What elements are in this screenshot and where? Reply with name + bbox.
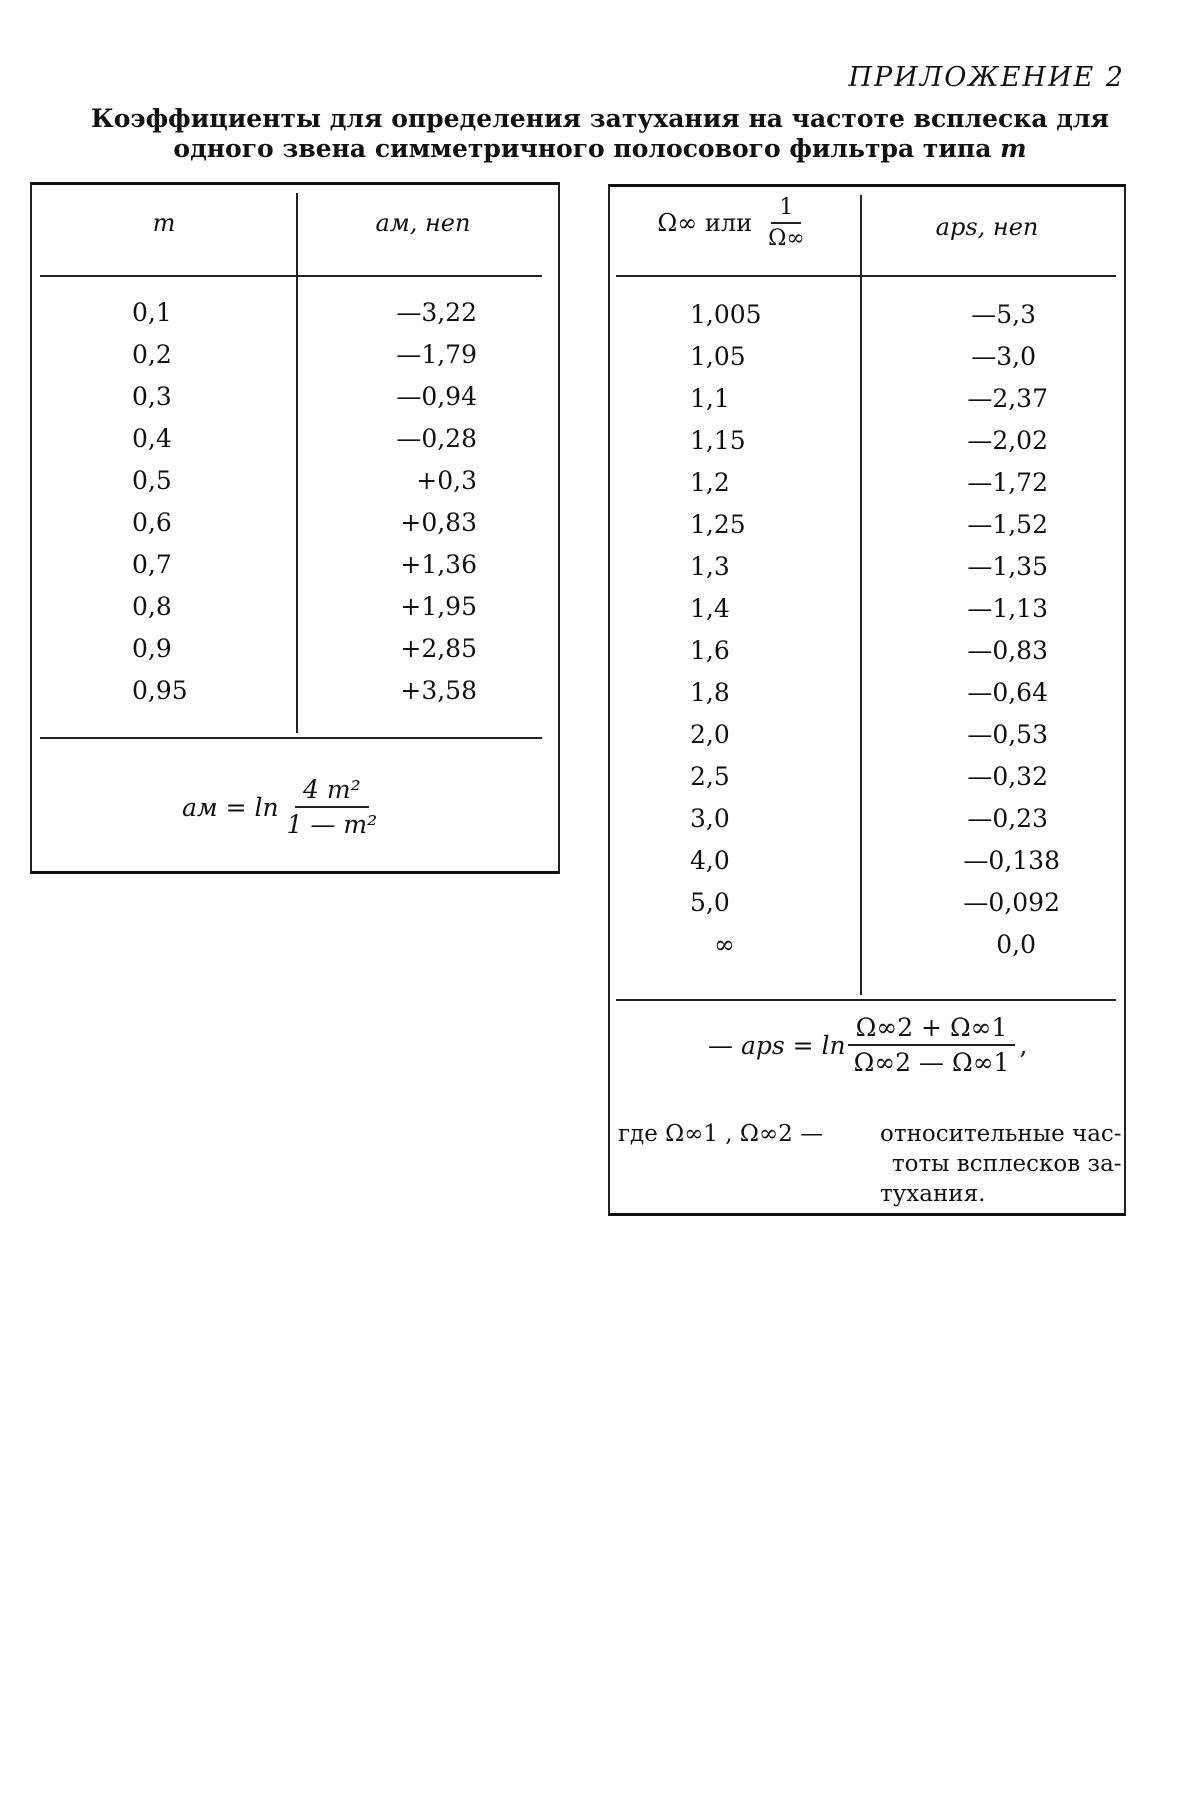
table2-omega-cell: 2,5 <box>690 762 730 791</box>
attenuation-table-omega <box>608 184 1126 1216</box>
table2-omega-cell: 1,2 <box>690 468 730 497</box>
formula2-denominator: Ω∞2 — Ω∞1 <box>853 1048 1010 1077</box>
table2-note-line: тоты всплесков за- <box>891 1151 1122 1177</box>
title-variable: m <box>1000 134 1027 163</box>
table2-a-cell: —0,092 <box>963 888 1060 917</box>
table2-a-cell: —1,35 <box>967 552 1048 581</box>
table2-header-denominator: Ω∞ <box>768 226 805 251</box>
table2-formula <box>708 1013 1027 1077</box>
table2-omega-cell: ∞ <box>714 930 735 959</box>
appendix-label: ПРИЛОЖЕНИЕ 2 <box>848 62 1125 93</box>
table2-omega-cell: 1,6 <box>690 636 730 665</box>
table1-a-column <box>372 292 477 712</box>
table2-a-cell: —0,83 <box>967 636 1048 665</box>
table1-m-cell: 0,1 <box>132 298 172 327</box>
formula2-numerator: Ω∞2 + Ω∞1 <box>848 1013 1016 1046</box>
table1-a-cell: —1,79 <box>396 340 477 369</box>
attenuation-table-m <box>30 182 560 874</box>
table1-column-divider <box>296 193 298 733</box>
table1-a-cell: +2,85 <box>400 634 477 663</box>
table2-omega-cell: 1,3 <box>690 552 730 581</box>
table2-omega-cell: 1,15 <box>690 426 746 455</box>
table2-note-lead: где Ω∞1 , Ω∞2 — <box>618 1121 824 1147</box>
table2-a-cell: —1,13 <box>967 594 1048 623</box>
table1-m-cell: 0,8 <box>132 592 172 621</box>
table1-a-cell: +1,36 <box>400 550 477 579</box>
table1-m-cell: 0,4 <box>132 424 172 453</box>
table1-m-cell: 0,6 <box>132 508 172 537</box>
table2-omega-cell: 1,4 <box>690 594 730 623</box>
table1-m-column <box>132 292 188 712</box>
table2-footer-rule <box>616 999 1116 1001</box>
table2-header-fraction <box>760 195 813 251</box>
table1-header-rule <box>40 275 542 277</box>
table2-note-text <box>880 1119 1122 1209</box>
table2-header-rule <box>616 275 1116 277</box>
table2-header-omega-prefix: Ω∞ или <box>657 209 753 237</box>
table1-header-a: aм, неп <box>375 209 471 237</box>
table1-m-cell: 0,7 <box>132 550 172 579</box>
table1-m-cell: 0,9 <box>132 634 172 663</box>
table2-a-cell: —5,3 <box>971 300 1036 329</box>
table2-a-cell: —0,32 <box>967 762 1048 791</box>
table2-omega-cell: 1,25 <box>690 510 746 539</box>
table2-a-cell: —2,02 <box>967 426 1048 455</box>
formula1-lhs: aм = ln <box>182 792 279 822</box>
table2-column-divider <box>860 195 862 995</box>
table2-note-line: относительные час- <box>880 1121 1122 1147</box>
title-line-2-text: одного звена симметричного полосового фильтра типа <box>173 134 992 163</box>
formula1-fraction <box>279 775 386 839</box>
formula2-fraction <box>846 1013 1018 1077</box>
table1-a-cell: —0,94 <box>396 382 477 411</box>
formula2-tail: , <box>1019 1030 1028 1060</box>
title-line-2 <box>0 134 1200 164</box>
table1-header-m: m <box>152 209 176 237</box>
table2-header-numerator: 1 <box>771 195 801 224</box>
table2-omega-column <box>690 294 800 966</box>
formula2-lhs: — aps = ln <box>708 1030 846 1060</box>
table1-m-cell: 0,2 <box>132 340 172 369</box>
table2-a-cell: —0,138 <box>963 846 1060 875</box>
table2-omega-cell: 1,8 <box>690 678 730 707</box>
table2-a-cell: —0,23 <box>967 804 1048 833</box>
title-line-1: Коэффициенты для определения затухания на частоте всплеска для <box>91 104 1109 133</box>
table2-header-omega <box>610 195 860 251</box>
table1-m-cell: 0,3 <box>132 382 172 411</box>
table1-a-cell: +1,95 <box>400 592 477 621</box>
table1-footer-rule <box>40 737 542 739</box>
table2-omega-cell: 5,0 <box>690 888 730 917</box>
table1-a-cell: +0,83 <box>400 508 477 537</box>
table2-omega-cell: 4,0 <box>690 846 730 875</box>
table1-a-cell: —0,28 <box>396 424 477 453</box>
table2-a-cell: —2,37 <box>967 384 1048 413</box>
table1-m-cell: 0,95 <box>132 676 188 705</box>
table2-a-cell: —3,0 <box>971 342 1036 371</box>
formula1-denominator: 1 — m² <box>286 810 378 839</box>
page-title <box>0 104 1200 164</box>
table2-a-cell: —0,53 <box>967 720 1048 749</box>
table2-omega-cell: 3,0 <box>690 804 730 833</box>
table1-formula <box>182 775 385 839</box>
table2-a-cell: —1,72 <box>967 468 1048 497</box>
table2-a-cell: —1,52 <box>967 510 1048 539</box>
table2-omega-cell: 2,0 <box>690 720 730 749</box>
table1-m-cell: 0,5 <box>132 466 172 495</box>
table2-omega-cell: 1,005 <box>690 300 762 329</box>
table2-header-a: aps, неп <box>935 213 1039 241</box>
table2-a-cell: —0,64 <box>967 678 1048 707</box>
table2-omega-cell: 1,1 <box>690 384 730 413</box>
formula1-numerator: 4 m² <box>295 775 369 808</box>
table1-a-cell: +3,58 <box>400 676 477 705</box>
table2-omega-cell: 1,05 <box>690 342 746 371</box>
table1-a-cell: —3,22 <box>396 298 477 327</box>
table2-a-column <box>930 294 1060 966</box>
table2-note-line: тухания. <box>880 1181 986 1207</box>
table1-a-cell: +0,3 <box>416 466 477 495</box>
table2-a-cell: 0,0 <box>996 930 1036 959</box>
